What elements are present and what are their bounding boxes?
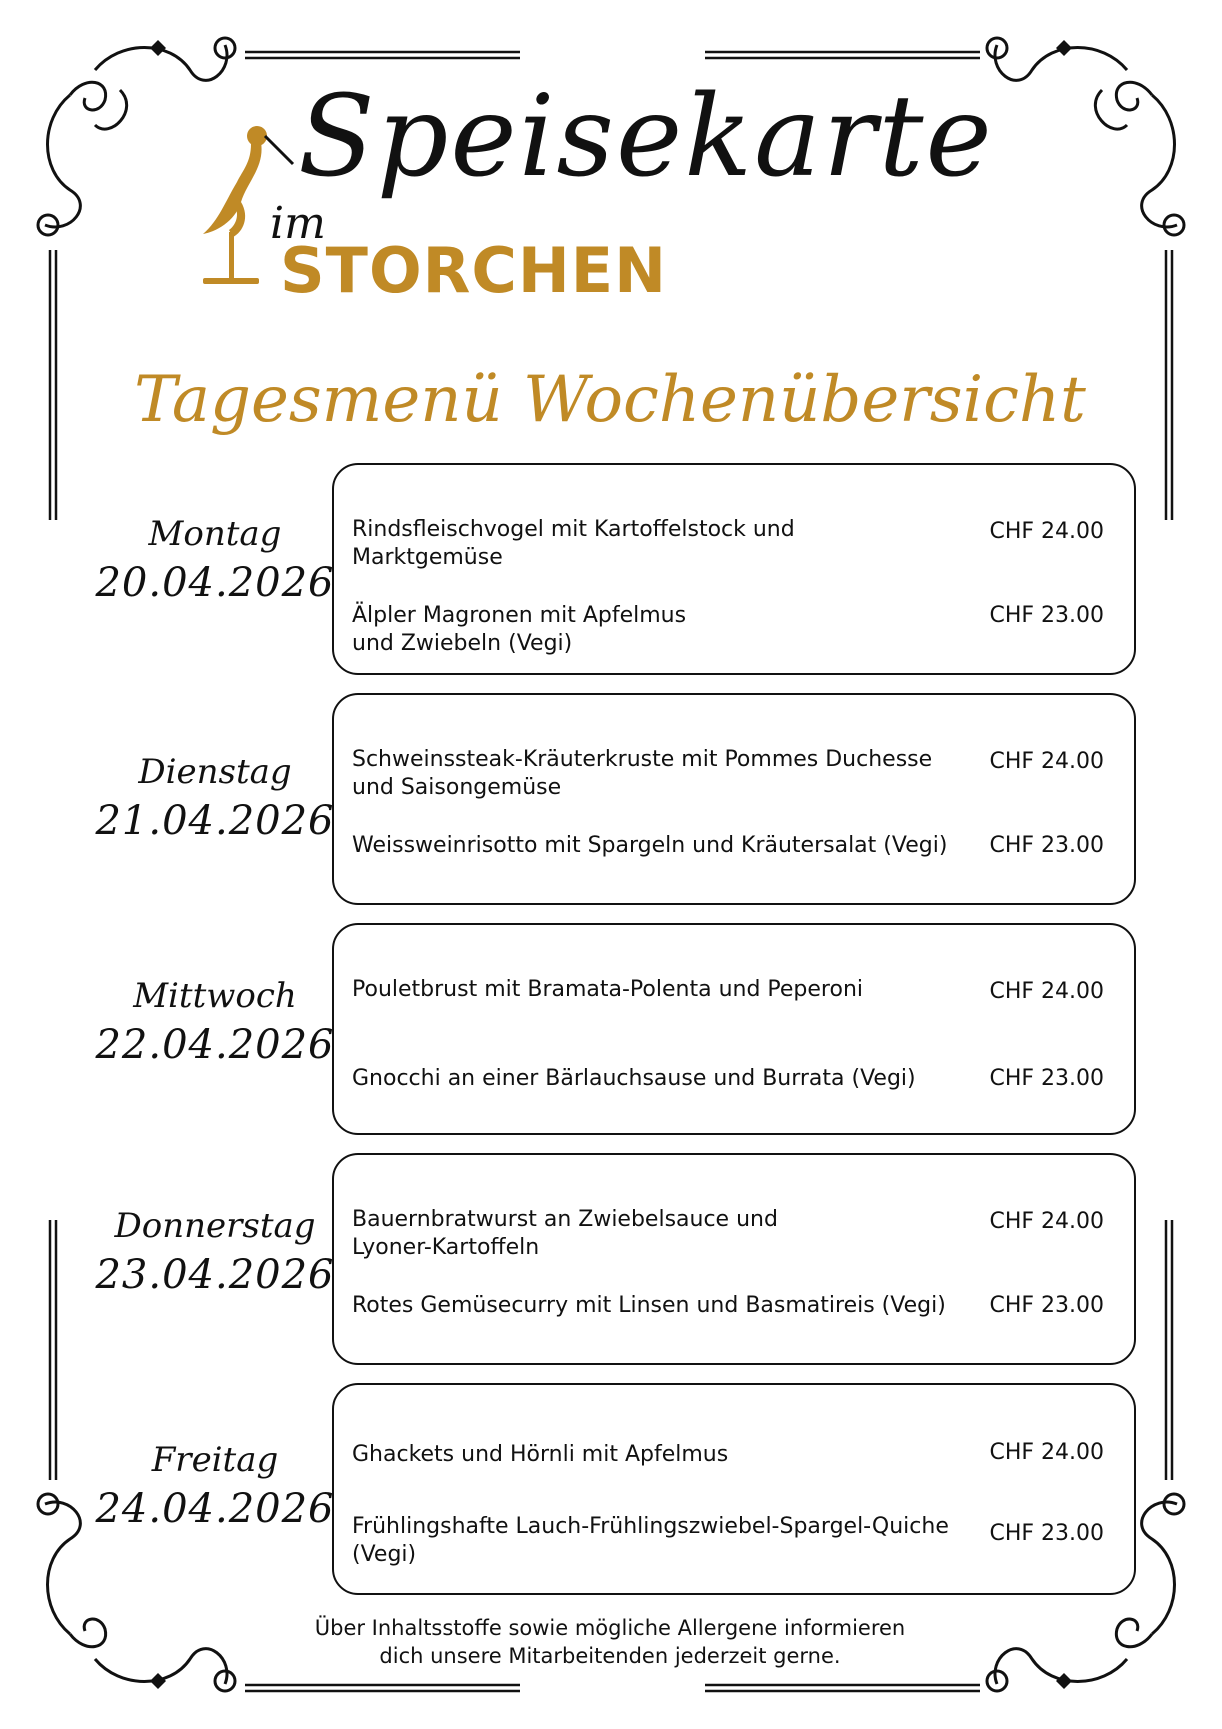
- day-label-tuesday: [90, 750, 340, 848]
- dish-price: CHF 23.00: [989, 1293, 1104, 1318]
- logo-name: STORCHEN: [280, 234, 668, 307]
- dish-item: Gnocchi an einer Bärlauchsause und Burrata (Vegi): [352, 1066, 916, 1091]
- day-name: Freitag: [151, 1440, 279, 1480]
- dish-price: CHF 24.00: [989, 749, 1104, 774]
- day-date: 24.04.2026: [95, 1486, 335, 1532]
- day-name: Dienstag: [138, 752, 292, 792]
- page-title: Speisekarte: [298, 72, 994, 202]
- dish-item: Frühlingshafte Lauch-Frühlingszwiebel-Spargel-Quiche (Vegi): [352, 1514, 949, 1567]
- dish-item: Rotes Gemüsecurry mit Linsen und Basmatireis (Vegi): [352, 1293, 946, 1318]
- day-date: 23.04.2026: [95, 1252, 335, 1298]
- dish-price: CHF 24.00: [989, 1440, 1104, 1465]
- menu-box-tuesday: [332, 693, 1136, 905]
- day-date: 21.04.2026: [95, 798, 335, 844]
- menu-box-monday: [332, 463, 1136, 675]
- dish-price: CHF 24.00: [989, 979, 1104, 1004]
- dish-price: CHF 24.00: [989, 1209, 1104, 1234]
- dish-item: Bauernbratwurst an Zwiebelsauce und Lyoner-Kartoffeln: [352, 1207, 778, 1260]
- day-date: 20.04.2026: [95, 560, 335, 606]
- allergen-note: [240, 1614, 980, 1670]
- allergen-note-line2: dich unsere Mitarbeitenden jederzeit gerne.: [379, 1644, 841, 1668]
- dish-price: CHF 24.00: [989, 519, 1104, 544]
- day-label-friday: [90, 1438, 340, 1536]
- dish-price: CHF 23.00: [989, 833, 1104, 858]
- dish-item: Weissweinrisotto mit Spargeln und Kräutersalat (Vegi): [352, 833, 948, 858]
- dish-item: Schweinssteak-Kräuterkruste mit Pommes Duchesse und Saisongemüse: [352, 747, 933, 800]
- day-label-thursday: [90, 1204, 340, 1302]
- menu-box-friday: [332, 1383, 1136, 1595]
- page-subtitle: Tagesmenü Wochenübersicht: [134, 363, 1086, 437]
- dish-item: Ghackets und Hörnli mit Apfelmus: [352, 1442, 729, 1467]
- dish-price: CHF 23.00: [989, 603, 1104, 628]
- day-date: 22.04.2026: [95, 1022, 335, 1068]
- dish-item: Pouletbrust mit Bramata-Polenta und Peperoni: [352, 977, 864, 1002]
- dish-item: Älpler Magronen mit Apfelmus und Zwiebeln (Vegi): [352, 603, 687, 656]
- menu-box-thursday: [332, 1153, 1136, 1365]
- menu-box-wednesday: [332, 923, 1136, 1135]
- day-name: Donnerstag: [114, 1206, 316, 1246]
- day-name: Mittwoch: [133, 976, 297, 1016]
- day-label-monday: [90, 512, 340, 610]
- day-label-wednesday: [90, 974, 340, 1072]
- allergen-note-line1: Über Inhaltsstoffe sowie mögliche Allergene informieren: [314, 1616, 906, 1640]
- dish-price: CHF 23.00: [989, 1521, 1104, 1546]
- dish-item: Rindsfleischvogel mit Kartoffelstock und Marktgemüse: [352, 517, 795, 570]
- dish-price: CHF 23.00: [989, 1066, 1104, 1091]
- logo-prefix: im: [270, 198, 326, 249]
- day-name: Montag: [148, 514, 282, 554]
